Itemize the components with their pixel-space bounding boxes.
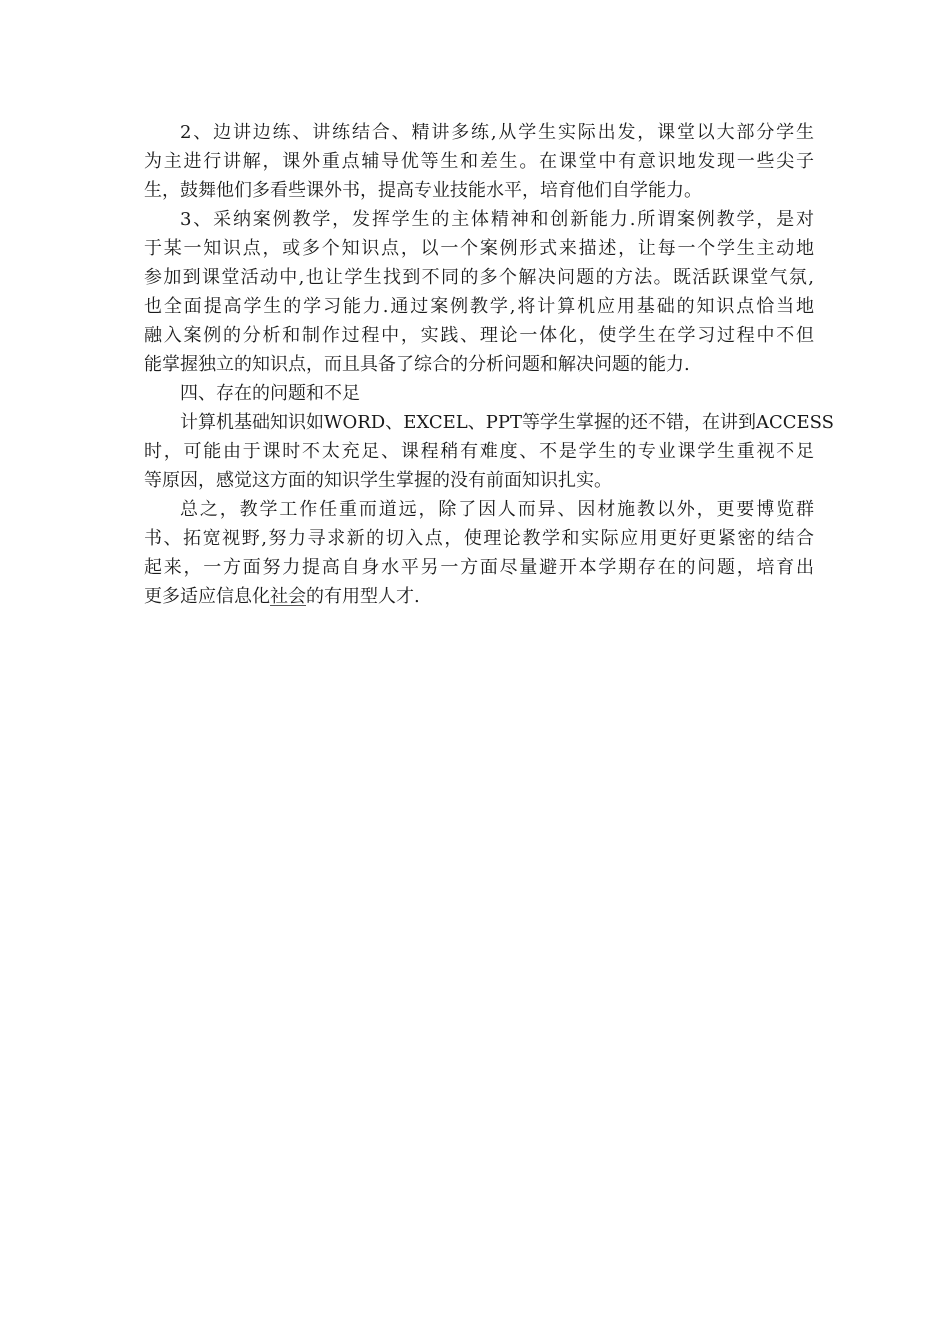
paragraph-problems — [144, 408, 835, 495]
text-segment: 的有用型人才. — [306, 586, 420, 607]
text-line: 生，鼓舞他们多看些课外书，提高专业技能水平，培育他们自学能力。 — [144, 180, 702, 201]
paragraph-teaching-method-2 — [144, 118, 814, 205]
text-line: 融入案例的分析和制作过程中，实践、理论一体化，使学生在学习过程中不但 — [144, 325, 814, 346]
section-heading-problems — [144, 379, 814, 408]
text-line: 书、拓宽视野,努力寻求新的切入点，使理论教学和实际应用更好更紧密的结合 — [144, 528, 814, 549]
text-line: 为主进行讲解，课外重点辅导优等生和差生。在课堂中有意识地发现一些尖子 — [144, 151, 814, 172]
text-line: 能掌握独立的知识点，而且具备了综合的分析问题和解决问题的能力. — [144, 354, 690, 375]
text-line: 参加到课堂活动中,也让学生找到不同的多个解决问题的方法。既活跃课堂气氛, — [144, 267, 814, 288]
society-link[interactable]: 社会 — [270, 586, 306, 607]
paragraph-teaching-method-3 — [144, 205, 814, 379]
text-line: 也全面提高学生的学习能力.通过案例教学,将计算机应用基础的知识点恰当地 — [144, 296, 814, 317]
document-body — [144, 118, 835, 611]
text-line: 等原因，感觉这方面的知识学生掌握的没有前面知识扎实。 — [144, 470, 612, 491]
text-line: 2、边讲边练、讲练结合、精讲多练,从学生实际出发，课堂以大部分学生 — [180, 122, 814, 143]
text-line: 3、采纳案例教学，发挥学生的主体精神和创新能力.所谓案例教学，是对 — [180, 209, 814, 230]
text-line: 计算机基础知识如WORD、EXCEL、PPT等学生掌握的还不错，在讲到ACCESS — [180, 412, 835, 433]
text-line — [144, 582, 814, 611]
text-line: 于某一知识点，或多个知识点，以一个案例形式来描述，让每一个学生主动地 — [144, 238, 814, 259]
section-heading: 四、存在的问题和不足 — [180, 383, 360, 404]
text-segment: 更多适应信息化 — [144, 586, 270, 607]
text-line: 起来，一方面努力提高自身水平另一方面尽量避开本学期存在的问题，培育出 — [144, 557, 814, 578]
text-line: 时，可能由于课时不太充足、课程稍有难度、不是学生的专业课学生重视不足 — [144, 441, 814, 462]
text-line: 总之，教学工作任重而道远，除了因人而异、因材施教以外，更要博览群 — [180, 499, 814, 520]
paragraph-conclusion — [144, 495, 814, 611]
